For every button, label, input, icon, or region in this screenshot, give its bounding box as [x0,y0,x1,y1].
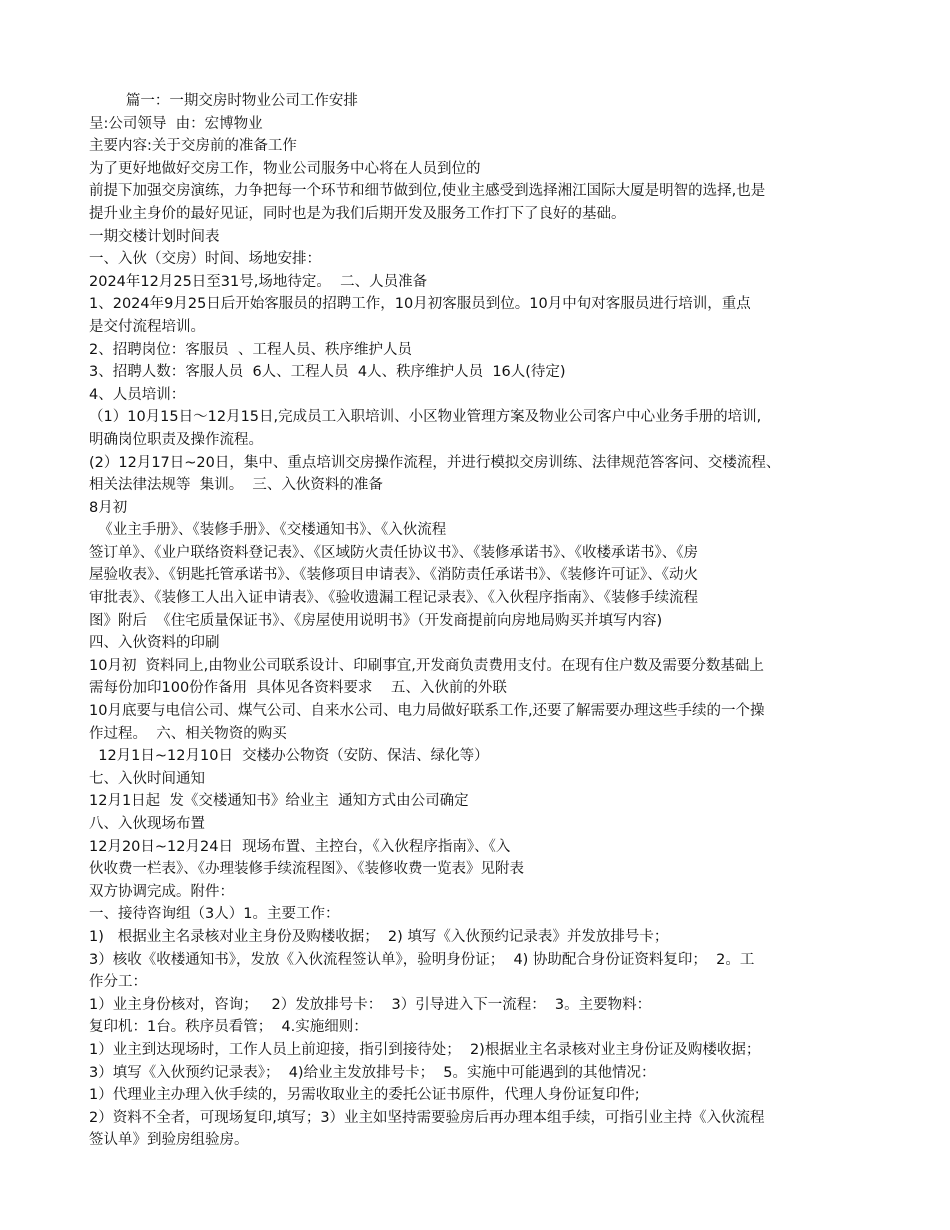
text-line: 10月底要与电信公司、煤气公司、自来水公司、电力局做好联系工作,还要了解需要办理这些手续的一个操 [89,703,765,720]
text-line: （1）10月15日～12月15日,完成员工入职培训、小区物业管理方案及物业公司客户中心业务手册的培训, [89,409,762,426]
text-line: 3）核收《收楼通知书》，发放《入伙流程签认单》，验明身份证； 4) 协助配合身份证资料复印； 2。工 [89,951,755,968]
text-line: 明确岗位职责及操作流程。 [89,431,263,448]
text-line: 需每份加印100份作备用 具体见各资料要求 五、入伙前的外联 [89,680,507,697]
text-line: 8月初 [89,499,128,516]
text-line: 3、招聘人数：客服人员 6人、工程人员 4人、秩序维护人员 16人(待定) [89,364,566,381]
text-line: 为了更好地做好交房工作，物业公司服务中心将在人员到位的 [89,160,481,177]
text-line: 1) 根据业主名录核对业主身份及购楼收据； 2) 填写《入伙预约记录表》并发放排号卡； [89,928,669,945]
text-line: 《业主手册》、《装修手册》、《交楼通知书》、《入伙流程 [89,522,447,539]
text-line: 1）业主身份核对，咨询； 2）发放排号卡： 3）引导进入下一流程： 3。主要物料： [89,996,652,1013]
text-line: 1）代理业主办理入伙手续的，另需收取业主的委托公证书原件，代理人身份证复印件; [89,1087,640,1104]
text-line: 1）业主到达现场时，工作人员上前迎接，指引到接待处； 2)根据业主名录核对业主身份证及购楼收据； [89,1041,761,1058]
text-line: 屋验收表》、《钥匙托管承诺书》、《装修项目申请表》、《消防责任承诺书》、《装修许可证》、《动火 [89,567,698,584]
text-line: 四、入伙资料的印刷 [89,635,220,652]
text-line: 呈:公司领导 由：宏博物业 [89,115,263,132]
text-line: 作过程。 六、相关物资的购买 [89,725,287,742]
text-line: 提升业主身价的最好见证，同时也是为我们后期开发及服务工作打下了良好的基础。 [89,205,626,222]
text-line: 复印机：1台。秩序员看管； 4.实施细则： [89,1019,368,1036]
text-line: 双方协调完成。附件： [89,883,234,900]
text-line: 是交付流程培训。 [89,318,205,335]
text-line: 七、入伙时间通知 [89,770,205,787]
text-line: 2、招聘岗位：客服员 、工程人员、秩序维护人员 [89,341,412,358]
text-line: 一、接待咨询组（3人）1。主要工作： [89,906,340,923]
text-line: 主要内容:关于交房前的准备工作 [89,138,297,155]
text-line: 一、入伙（交房）时间、场地安排： [89,251,321,268]
text-line: 一期交楼计划时间表 [89,228,220,245]
text-line: 签认单》到验房组验房。 [89,1132,249,1149]
text-line: (2）12月17日~20日，集中、重点培训交房操作流程，并进行模拟交房训练、法律规范答客问、交楼流程、 [89,454,781,471]
text-line: 签订单》、《业户联络资料登记表》、《区域防火责任协议书》、《装修承诺书》、《收楼承诺书》、《房 [89,544,698,561]
text-line: 12月1日起 发《交楼通知书》给业主 通知方式由公司确定 [89,793,469,810]
text-line: 3）填写《入伙预约记录表》； 4)给业主发放排号卡； 5。实施中可能遇到的其他情况： [89,1064,656,1081]
text-line: 2024年12月25日至31号,场地待定。 二、人员准备 [89,273,428,290]
text-line: 相关法律法规等 集训。 三、入伙资料的准备 [89,477,383,494]
text-line: 12月20日~12月24日 现场布置、主控台，《入伙程序指南》、《入 [89,838,511,855]
text-line: 伙收费一栏表》、《办理装修手续流程图》、《装修收费一览表》见附表 [89,861,524,878]
text-line: 前提下加强交房演练，力争把每一个环节和细节做到位,使业主感受到选择湘江国际大厦是明智的选择,也是 [89,183,766,200]
text-line: 10月初 资料同上,由物业公司联系设计、印刷事宜,开发商负责费用支付。在现有住户数及需要分数基础上 [89,657,764,674]
text-line: 4、人员培训： [89,386,186,403]
text-line: 2）资料不全者，可现场复印,填写；3）业主如坚持需要验房后再办理本组手续，可指引业主持《入伙流程 [89,1109,765,1126]
text-line: 1、2024年9月25日后开始客服员的招聘工作，10月初客服员到位。10月中旬对客服员进行培训，重点 [89,296,751,313]
document-title: 篇一：一期交房时物业公司工作安排 [89,93,358,109]
document-body [89,90,869,1152]
text-line: 图》附后 《住宅质量保证书》、《房屋使用说明书》（开发商提前向房地局购买并填写内容) [89,612,663,629]
text-line: 八、入伙现场布置 [89,816,205,832]
text-line: 作分工： [89,974,147,991]
text-line: 12月1日~12月10日 交楼办公物资（安防、保洁、绿化等） [89,748,489,765]
text-line: 审批表》、《装修工人出入证申请表》、《验收遗漏工程记录表》、《入伙程序指南》、《装修手续流程 [89,590,698,607]
